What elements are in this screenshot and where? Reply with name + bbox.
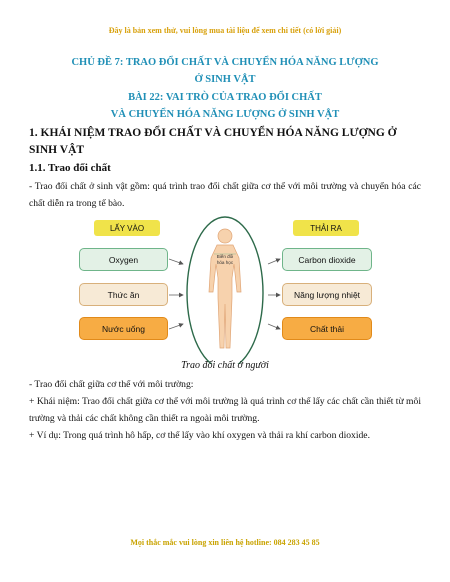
figure-caption: Trao đổi chất ở người: [181, 360, 269, 371]
intake-tag: LẤY VÀO: [94, 220, 160, 236]
output-heat: Năng lượng nhiệt: [282, 283, 372, 306]
input-food: Thức ăn: [79, 283, 168, 306]
preview-notice: Đây là bản xem thử, vui lòng mua tài liệu để xem chi tiết (có lời giải): [108, 26, 342, 35]
paragraph-example: + Ví dụ: Trong quá trình hô hấp, cơ thể lấy vào khí oxygen và thải ra khí carbon dioxide.: [29, 430, 370, 441]
human-body-icon: [209, 229, 241, 348]
topic-title: CHỦ ĐỀ 7: TRAO ĐỔI CHẤT VÀ CHUYỂN HÓA NĂNG LƯỢNG: [71, 57, 379, 68]
diagram-graphic: [0, 214, 450, 364]
intro-paragraph: - Trao đổi chất ở sinh vật gồm: quá trình trao đổi chất giữa cơ thể với môi trường và chuyển hóa các chất diễn ra trong tế bào.: [29, 181, 421, 209]
output-co2: Carbon dioxide: [282, 248, 372, 271]
topic-title-cont: Ở SINH VẬT: [194, 74, 256, 85]
hotline-notice: Mọi thắc mắc vui lòng xin liên hệ hotline: 084 283 45 85: [130, 538, 320, 547]
lesson-title: BÀI 22: VAI TRÒ CỦA TRAO ĐỔI CHẤT: [128, 92, 322, 103]
body-text: [29, 376, 421, 444]
paragraph-exchange: - Trao đổi chất giữa cơ thể với môi trường:: [29, 379, 194, 390]
paragraph-definition: + Khái niệm: Trao đổi chất giữa cơ thể với môi trường là quá trình cơ thể lấy các chất cần thiết từ môi trường và thải các chất không cần thiết ra ngoài môi trường.: [29, 396, 421, 424]
lesson-title-cont: VÀ CHUYỂN HÓA NĂNG LƯỢNG Ở SINH VẬT: [110, 109, 340, 120]
input-water: Nước uống: [79, 317, 168, 340]
output-tag: THẢI RA: [293, 220, 359, 236]
arrow-water: [169, 324, 183, 329]
output-waste: Chất thải: [282, 317, 372, 340]
section-heading: 1. KHÁI NIỆM TRAO ĐỔI CHẤT VÀ CHUYỂN HÓA NĂNG LƯỢNG Ở SINH VẬT: [29, 127, 397, 156]
input-oxygen: Oxygen: [79, 248, 168, 271]
chemical-transformation-label: Biến đổi hóa học: [216, 254, 234, 265]
arrow-oxygen: [169, 259, 183, 264]
arrow-co2: [268, 259, 280, 264]
subsection-heading: 1.1. Trao đổi chất: [29, 162, 111, 174]
arrow-waste: [268, 324, 280, 329]
metabolism-diagram: [0, 214, 450, 364]
